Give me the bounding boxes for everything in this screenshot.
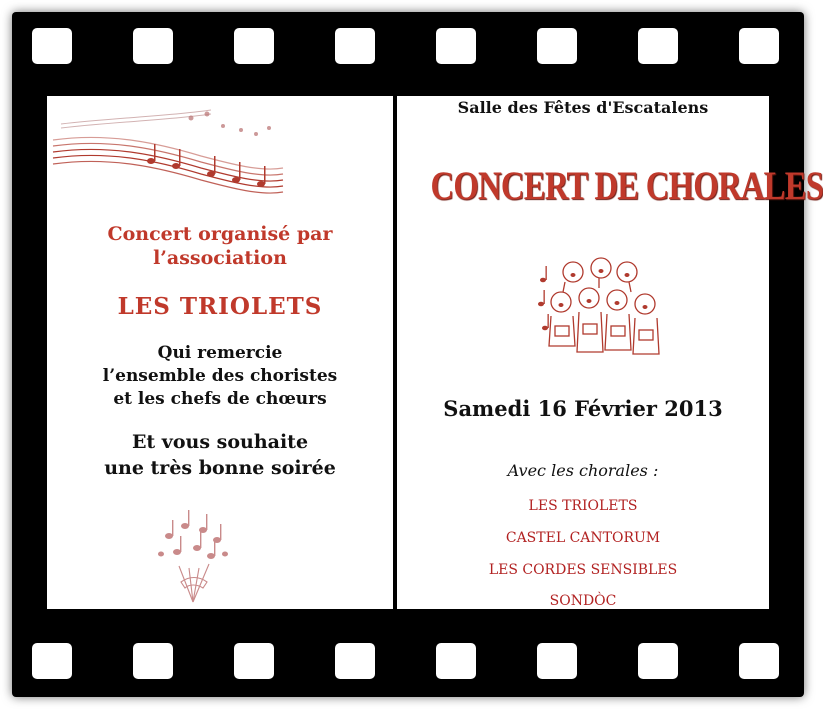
film-perforation bbox=[133, 28, 173, 64]
film-perforation bbox=[234, 28, 274, 64]
film-perforation bbox=[436, 643, 476, 679]
choir-item: SONDÒC bbox=[549, 593, 617, 609]
wish-text bbox=[47, 429, 393, 481]
choir-item: LES CORDES SENSIBLES bbox=[488, 562, 678, 578]
film-perforation bbox=[537, 643, 577, 679]
film-perforation bbox=[133, 643, 173, 679]
organizer-line-2: l’association bbox=[153, 247, 287, 269]
concert-title: CONCERT DE CHORALES bbox=[430, 163, 823, 208]
choir-item: LES TRIOLETS bbox=[528, 498, 638, 514]
film-perforation bbox=[335, 643, 375, 679]
film-perforation bbox=[335, 28, 375, 64]
film-perforation bbox=[537, 28, 577, 64]
wish-line-2: une très bonne soirée bbox=[104, 457, 336, 479]
wish-line-1: Et vous souhaite bbox=[131, 431, 309, 453]
left-panel bbox=[47, 96, 393, 609]
right-panel bbox=[397, 96, 823, 609]
association-name: LES TRIOLETS bbox=[117, 293, 323, 320]
thanks-line-1: Qui remercie bbox=[157, 343, 283, 363]
film-perforation bbox=[32, 643, 72, 679]
thanks-line-2: l’ensemble des choristes bbox=[102, 366, 338, 386]
film-perforation bbox=[638, 643, 678, 679]
film-perforation bbox=[739, 28, 779, 64]
film-perforation bbox=[32, 28, 72, 64]
choirs-intro: Avec les chorales : bbox=[507, 461, 659, 480]
organizer-text bbox=[47, 222, 393, 270]
singing-choir-icon bbox=[535, 254, 671, 366]
venue-title: Salle des Fêtes d'Escatalens bbox=[457, 98, 709, 117]
thanks-text bbox=[47, 342, 393, 411]
film-perforation bbox=[638, 28, 678, 64]
film-perforation bbox=[436, 28, 476, 64]
thanks-line-3: et les chefs de chœurs bbox=[113, 389, 327, 409]
music-staff-icon bbox=[51, 104, 287, 196]
film-perforation bbox=[739, 643, 779, 679]
organizer-line-1: Concert organisé par bbox=[107, 223, 333, 245]
music-note-bouquet-icon bbox=[149, 506, 239, 606]
film-perforation bbox=[234, 643, 274, 679]
choir-item: CASTEL CANTORUM bbox=[505, 530, 661, 546]
concert-date: Samedi 16 Février 2013 bbox=[443, 396, 723, 421]
